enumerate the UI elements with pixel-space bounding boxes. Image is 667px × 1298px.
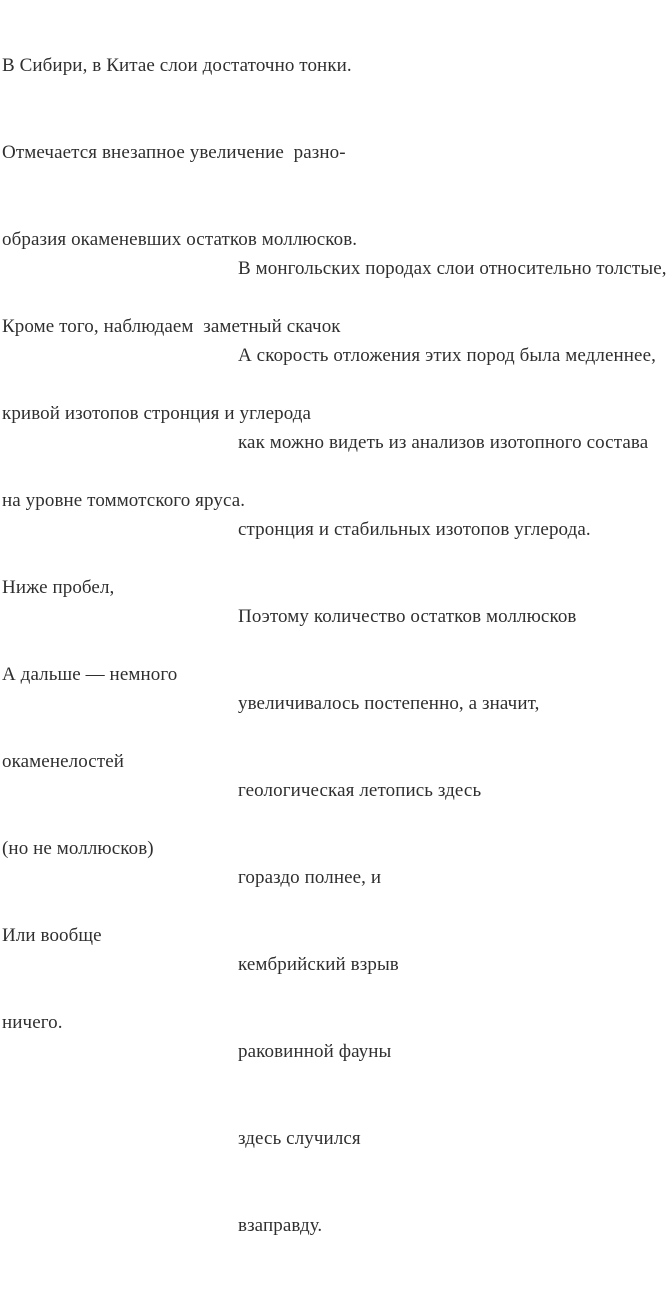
text-line: стронция и стабильных изотопов углерода. [238,519,591,540]
text-line: Или вообще [2,925,102,946]
text-line: раковинной фауны [238,1041,392,1062]
text-line: кембрийский взрыв [238,954,399,975]
text-line: А дальше — немного [2,664,178,685]
text-line: (но не моллюсков) [2,838,154,859]
text-line: геологическая летопись здесь [238,780,482,801]
text-line: гораздо полнее, и [238,867,382,888]
text-line: образия окаменевших остатков моллюсков. [2,229,358,250]
text-line: как можно видеть из анализов изотопного состава [238,432,649,453]
text-line: А скорость отложения этих пород была медленнее, [238,345,656,366]
text-line: кривой изотопов стронция и углерода [2,403,312,424]
text-line: увеличивалось постепенно, а значит, [238,693,540,714]
text-line: Отмечается внезапное увеличение разно- [2,142,346,163]
right-text-block [238,196,667,1298]
text-line: здесь случился [238,1128,361,1149]
text-line: взаправду. [238,1215,323,1236]
text-line: Поэтому количество остатков моллюсков [238,606,577,627]
text-line: окаменелостей [2,751,125,772]
text-line: ничего. [2,1012,63,1033]
text-line: на уровне томмотского яруса. [2,490,246,511]
text-line: Ниже пробел, [2,577,115,598]
text-line: Кроме того, наблюдаем заметный скачок [2,316,341,337]
text-line: В монгольских породах слои относительно толстые, [238,258,667,279]
text-line: В Сибири, в Китае слои достаточно тонки. [2,55,352,76]
